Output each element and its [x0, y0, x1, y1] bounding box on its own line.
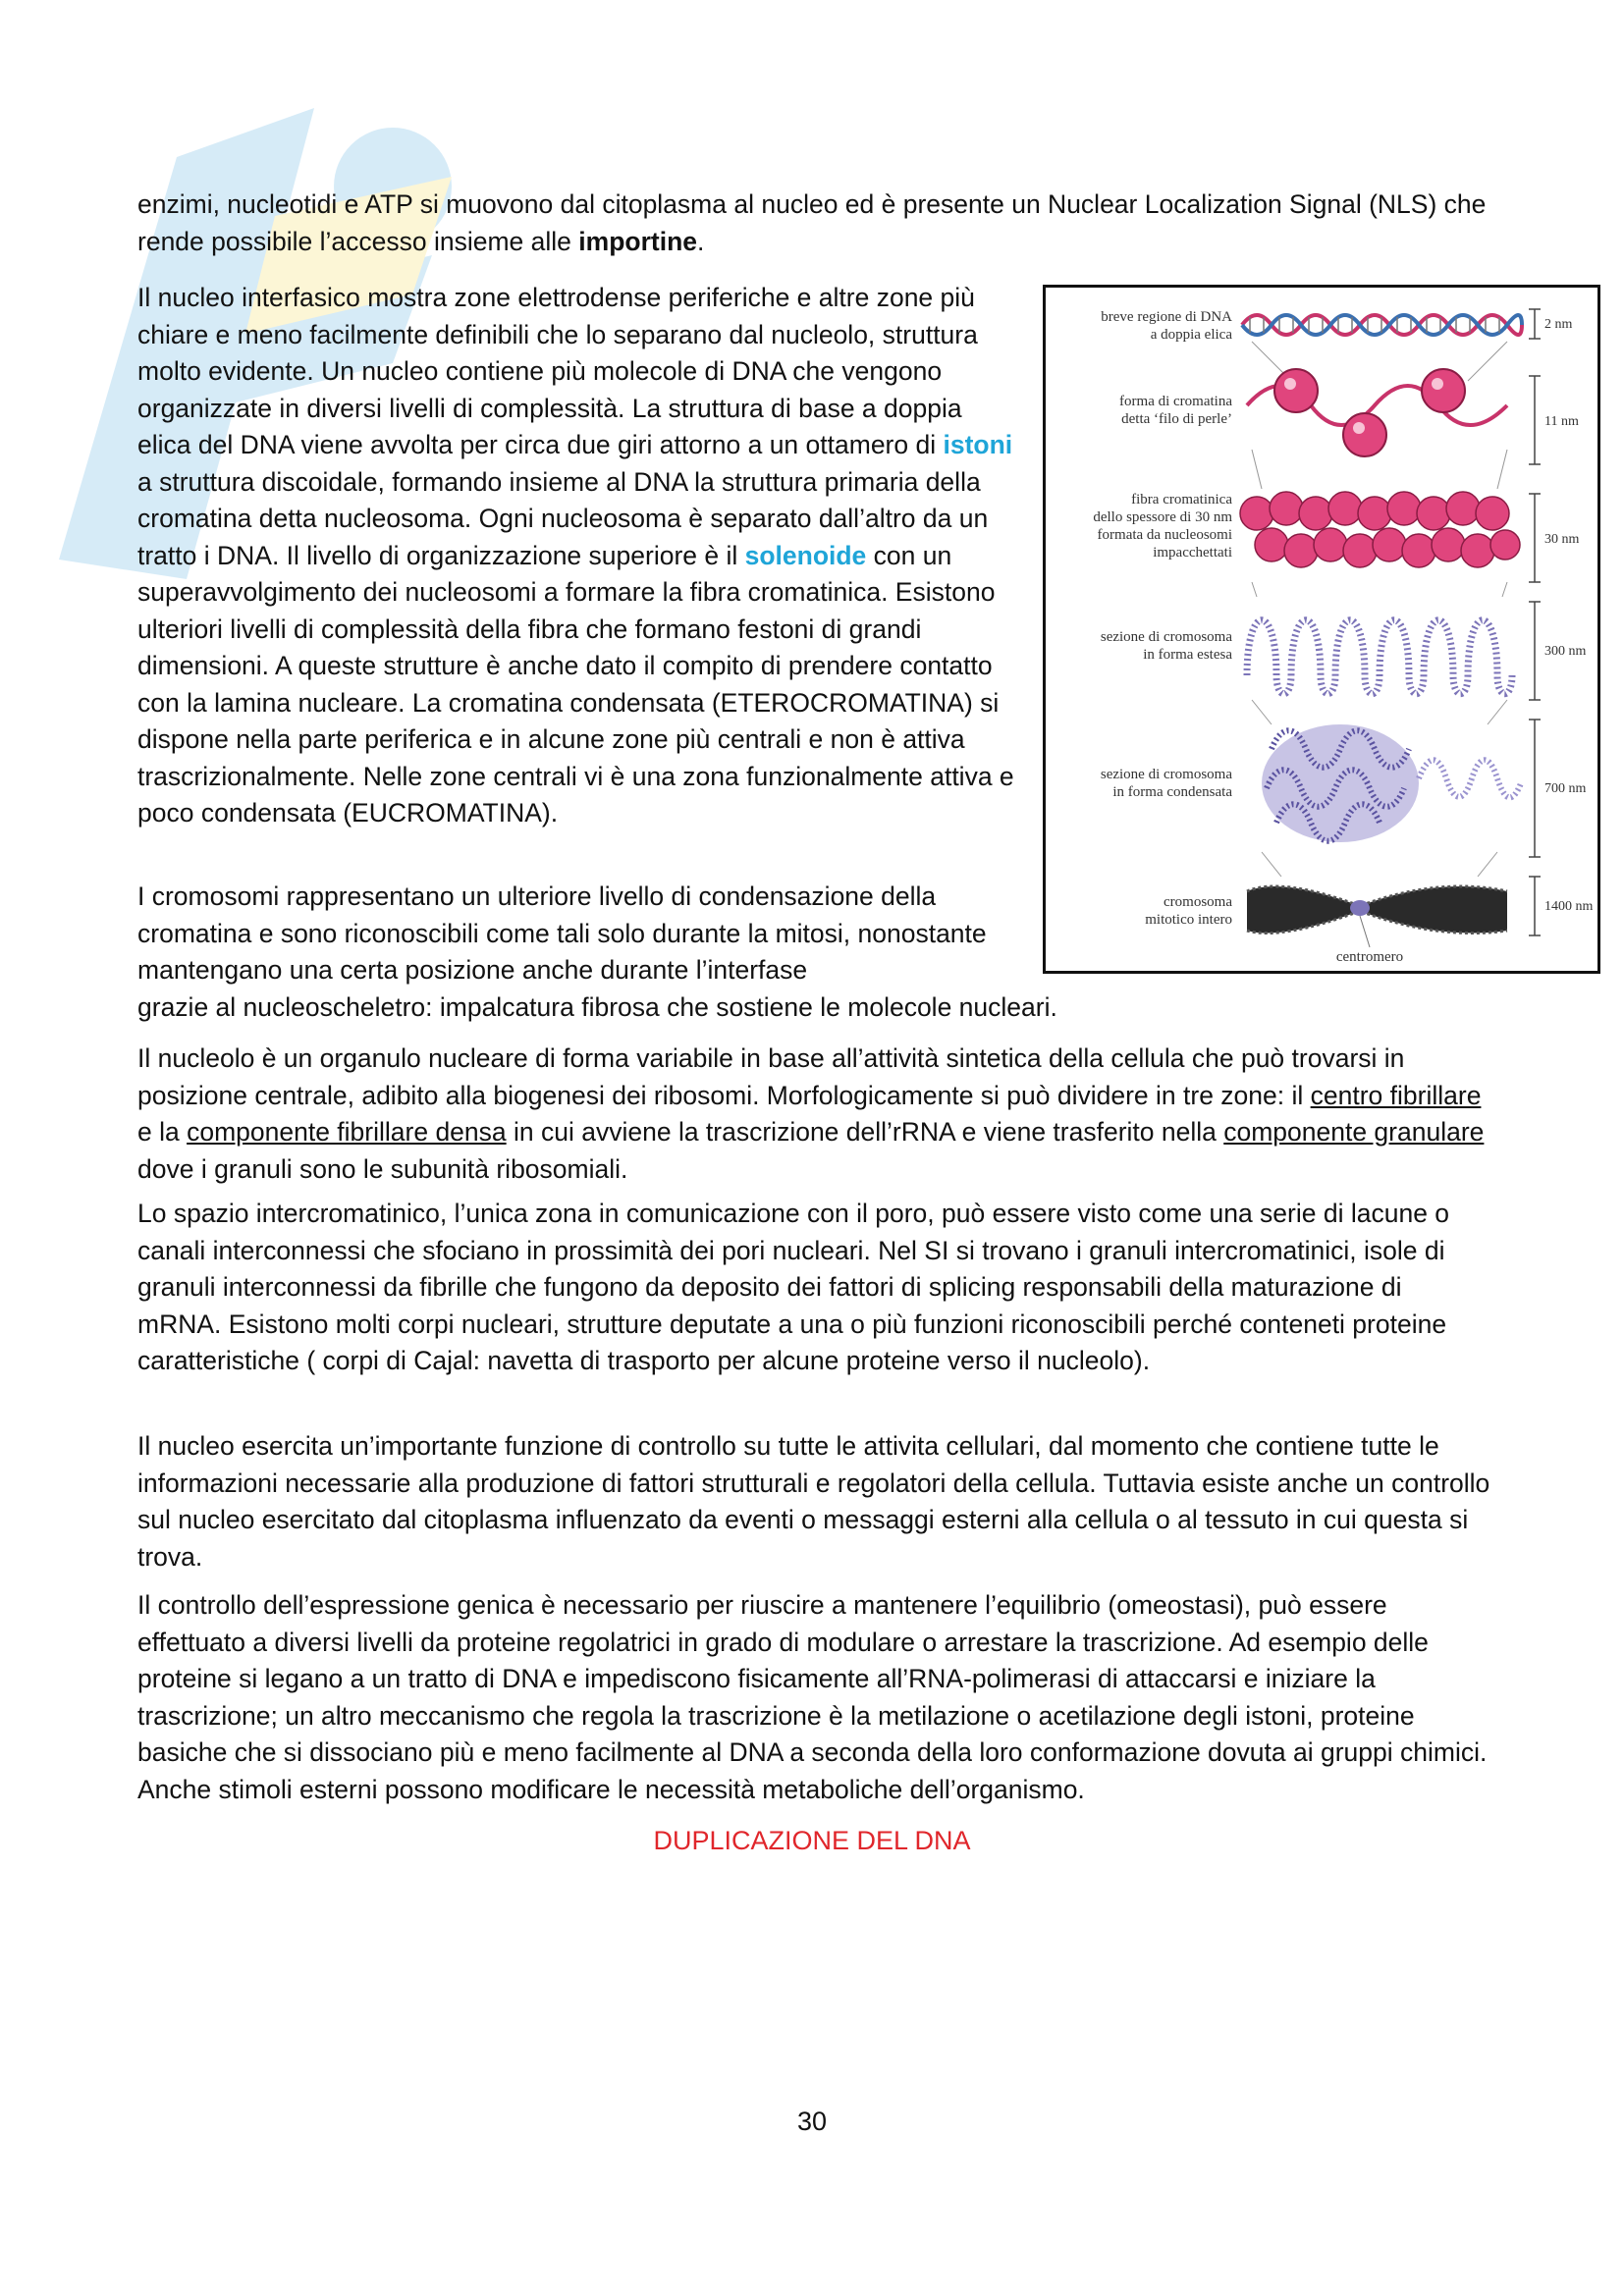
label-condensed: in forma condensata [1112, 784, 1232, 800]
label-beads: forma di cromatina [1119, 394, 1232, 409]
paragraph-3 [137, 879, 1021, 989]
label-dna: a doppia elica [1150, 327, 1232, 343]
text-run: a struttura discoidale, formando insieme al DNA la struttura primaria della cromatina detta nucleosoma. Ogni nucleosoma è separato dall’altro da un tratto i DNA. Il livello di organizzazione superiore è il [137, 466, 989, 570]
paragraph-6: Il nucleo esercita un’importante funzione di controllo su tutte le attivita cellulari, dal momento che contiene tutte le informazioni necessarie alla produzione di fattori strutturali e regolatori della cellula. Tuttavia esiste anche un controllo sul nucleo esercitato dal citoplasma influenzato da eventi o messaggi esterni alla cellula o al tessuto in cui questa si trova. [137, 1431, 1490, 1572]
label-dna: breve regione di DNA [1101, 309, 1232, 325]
text-run: Il nucleo interfasico mostra zone elettrodense periferiche e altre zone più chiare e meno facilmente definibili che lo separano dal nucleolo, struttura molto evidente. Un nucleo contiene più molecole di DNA che vengono organizzate in diversi livelli di complessità. La struttura di base a doppia elica del DNA viene avvolta per circa due giri attorno a un ottamero di [137, 283, 978, 459]
paragraph-3-continuation [137, 989, 1492, 1027]
keyword-istoni: istoni [943, 430, 1013, 459]
dna-double-helix [1242, 315, 1522, 335]
label-extended: in forma estesa [1143, 647, 1232, 663]
underlined-term: centro fibrillare [1310, 1080, 1482, 1110]
mitotic-chromosome [1247, 886, 1507, 947]
condensed-chromosome [1262, 724, 1521, 842]
paragraph-1 [137, 187, 1492, 260]
chromatin-diagram [1046, 288, 1597, 971]
text-run: enzimi, nucleotidi e ATP si muovono dal citoplasma al nucleo ed è presente un Nuclear Localization Signal (NLS) che rende possibile l’accesso insieme alle [137, 189, 1487, 256]
size-label: 1400 nm [1544, 899, 1594, 914]
label-fiber: impacchettati [1153, 545, 1232, 561]
label-extended: sezione di cromosoma [1100, 629, 1232, 645]
beads-on-string [1247, 369, 1507, 456]
text-run: Il nucleolo è un organulo nucleare di forma variabile in base all’attività sintetica della cellula che può trovarsi in posizione centrale, adibito alla biogenesi dei ribosomi. Morfologicamente si può dividere in tre zone: il [137, 1043, 1405, 1110]
scale-bars [1529, 309, 1541, 935]
chromatin-figure [1043, 285, 1600, 974]
label-centromere: centromero [1335, 949, 1404, 965]
size-label: 700 nm [1544, 781, 1587, 796]
text-run: . [697, 226, 705, 256]
bold-term-importine: importine [578, 226, 697, 256]
section-heading: DUPLICAZIONE DEL DNA [653, 1826, 971, 1855]
size-label: 30 nm [1544, 532, 1580, 547]
text-run: con un superavvolgimento dei nucleosomi a formare la fibra cromatinica. Esistono ulteriori livelli di complessità della fibra che formano festoni di grandi dimensioni. A queste strutture è anche dato il compito di prendere contatto con la lamina nucleare. La cromatina condensata (ETEROCROMATINA) si dispone nella parte periferica e in alcune zone più centrali e non è attiva trascrizionalmente. Nelle zone centrali vi è una zona funzionalmente attiva e poco condensata (EUCROMATINA). [137, 540, 1014, 828]
underlined-term: componente granulare [1223, 1117, 1485, 1147]
paragraph-5: Lo spazio intercromatinico, l’unica zona in comunicazione con il poro, può essere visto come una serie di lacune o canali interconnessi che sfociano in prossimità dei pori nucleari. Nel SI si trovano i granuli intercromatinici, isole di granuli interconnessi da fibrille che fungono da deposito dei fattori di splicing responsabili della maturazione di mRNA. Esistono molti corpi nucleari, strutture deputate a una o più funzioni riconoscibili perché conteneti proteine caratteristiche ( corpi di Cajal: navetta di trasporto per alcune proteine verso il nucleolo). [137, 1199, 1450, 1375]
text-run: in cui avviene la trascrizione dell’rRNA e viene trasferito nella [506, 1117, 1224, 1147]
paragraph-7: Il controllo dell’espressione genica è necessario per riuscire a mantenere l’equilibrio (omeostasi), può essere effettuato a diversi livelli da proteine regolatrici in grado di modulare o arrestare la trascrizione. Ad esempio delle proteine si legano a un tratto di DNA e impediscono fisicamente all’RNA-polimerasi di attaccarsi e iniziare la trascrizione; un altro meccanismo che regola la trascrizione è la metilazione o acetilazione degli istoni, proteine basiche che si dissociano più e meno facilmente al DNA a seconda della loro conformazione dovuta ai gruppi chimici. Anche stimoli esterni possono modificare le necessità metaboliche dell’organismo. [137, 1590, 1488, 1804]
label-fiber: formata da nucleosomi [1097, 527, 1232, 543]
text-run: dove i granuli sono le subunità ribosomiali. [137, 1153, 628, 1184]
label-fiber: dello spessore di 30 nm [1093, 509, 1232, 525]
label-beads: detta ‘filo di perle’ [1121, 411, 1232, 427]
text-run: grazie al nucleoscheletro: impalcatura fibrosa che sostiene le molecole nucleari. [137, 992, 1057, 1022]
paragraph-2 [137, 280, 1021, 832]
page-number: 30 [796, 2107, 828, 2136]
paragraph-4 [137, 1041, 1492, 1188]
chromatin-fiber-30nm [1240, 492, 1520, 567]
size-label: 11 nm [1544, 414, 1579, 429]
label-mitotic: cromosoma [1164, 894, 1232, 910]
label-condensed: sezione di cromosoma [1100, 767, 1232, 782]
underlined-term: componente fibrillare densa [187, 1117, 507, 1147]
label-fiber: fibra cromatinica [1131, 492, 1232, 507]
size-label: 2 nm [1544, 317, 1573, 332]
label-mitotic: mitotico intero [1145, 912, 1232, 928]
keyword-solenoide: solenoide [744, 540, 867, 570]
text-run: e la [137, 1117, 188, 1147]
size-label: 300 nm [1544, 644, 1587, 659]
text-run: I cromosomi rappresentano un ulteriore livello di condensazione della cromatina e sono riconoscibili come tali solo durante la mitosi, nonostante mantengano una certa posizione anche durante l’interfase [137, 881, 987, 985]
extended-chromosome-loops [1247, 620, 1512, 694]
